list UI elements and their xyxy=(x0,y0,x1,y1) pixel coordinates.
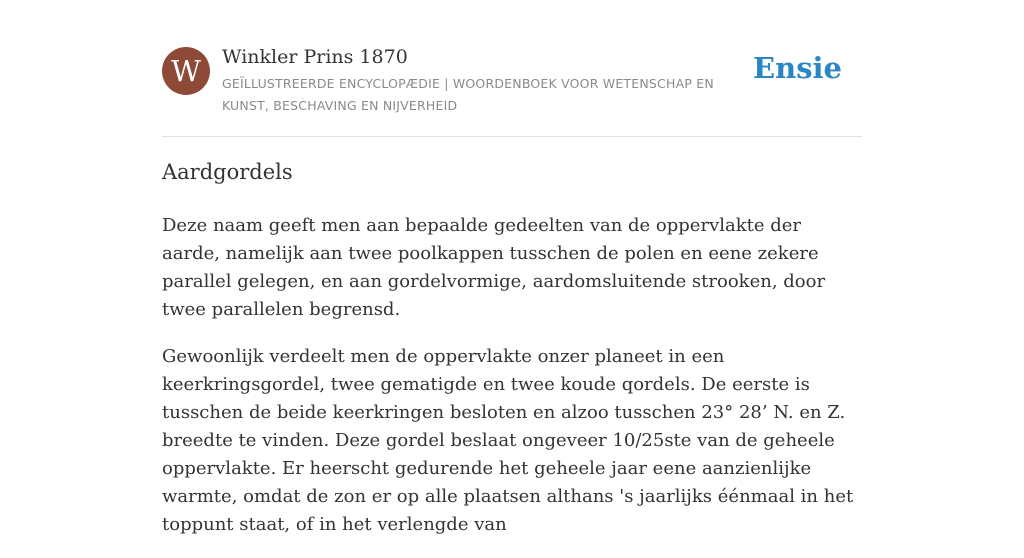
ensie-logo-link[interactable]: Ensie xyxy=(753,51,842,85)
source-avatar[interactable]: W xyxy=(162,47,210,95)
source-subtitle: GEÏLLUSTREERDE ENCYCLOPÆDIE | WOORDENBOEK VOOR WETENSCHAP EN KUNST, BESCHAVING EN NIJVERHEID xyxy=(222,76,714,113)
article-title: Aardgordels xyxy=(162,160,293,184)
article-paragraph: Gewoonlijk verdeelt men de oppervlakte onzer planeet in een keerkringsgordel, twee gematigde en twee koude qordels. De eerste is tusschen de beide keerkringen besloten en alzoo tusschen 23° 28’ N. en Z. breedte te vinden. Deze gordel beslaat ongeveer 10/25ste van de geheele oppervlakte. Er heerscht gedurende het geheele jaar eene aanzienlijke warmte, omdat de zon er op alle plaatsen althans 's jaarlijks éénmaal in het toppunt staat, of in het verlengde van xyxy=(162,346,854,535)
article-paragraph: Deze naam geeft men aan bepaalde gedeelten van de oppervlakte der aarde, namelijk aan twee poolkappen tusschen de polen en eene zekere parallel gelegen, en aan gordelvormige, aardomsluitende strooken, door twee parallelen begrensd. xyxy=(162,215,826,320)
article-body xyxy=(162,212,862,558)
source-header xyxy=(162,44,862,137)
source-title[interactable]: Winkler Prins 1870 xyxy=(222,46,408,68)
